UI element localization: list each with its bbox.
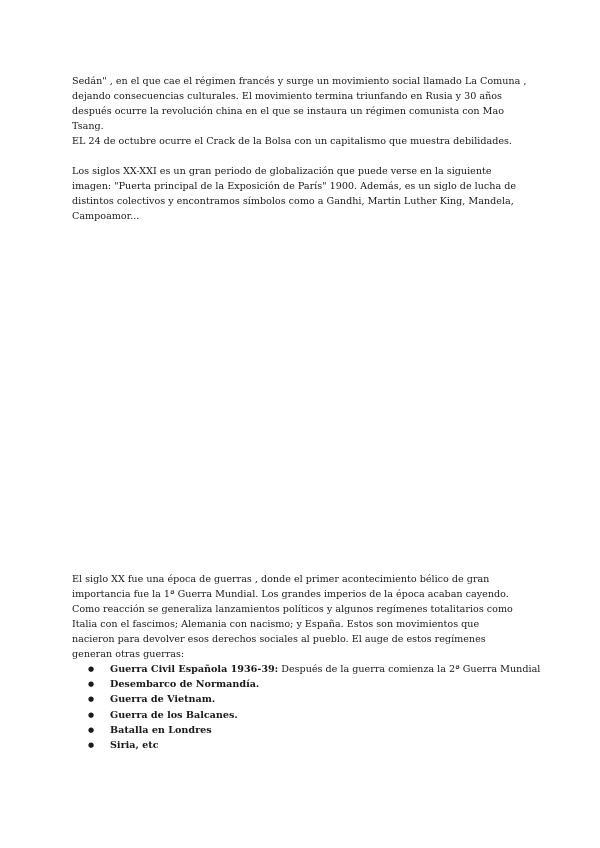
text-line: El siglo XX fue una época de guerras , donde el primer acontecimiento bélico de gran	[72, 574, 490, 585]
text-line: distintos colectivos y encontramos símbolos como a Gandhi, Martin Luther King, Mandela,	[72, 196, 514, 207]
text-line: después ocurre la revolución china en el que se instaura un régimen comunista con Mao	[72, 106, 504, 117]
war-title: Desembarco de Normandía.	[110, 679, 260, 691]
list-item	[72, 662, 540, 677]
war-title: Guerra de los Balcanes.	[110, 709, 238, 721]
list-item	[72, 738, 540, 753]
text-line: nacieron para devolver esos derechos sociales al pueblo. El auge de estos regímenes	[72, 634, 486, 645]
paragraph-comuna-crack	[72, 74, 532, 149]
list-item	[72, 723, 540, 738]
text-line: dejando consecuencias culturales. El movimiento termina triunfando en Rusia y 30 años	[72, 91, 502, 102]
war-title: Guerra de Vietnam.	[110, 694, 216, 706]
war-detail: Después de la guerra comienza la 2ª Guerra Mundial	[278, 664, 541, 675]
text-line: imagen: "Puerta principal de la Exposición de París" 1900. Además, es un siglo de lucha de	[72, 181, 517, 192]
war-title: Batalla en Londres	[110, 724, 212, 736]
war-title: Siria, etc	[110, 740, 159, 752]
list-item	[72, 692, 540, 707]
list-item	[72, 708, 540, 723]
text-line: Como reacción se generaliza lanzamientos políticos y algunos regímenes totalitarios como	[72, 604, 513, 615]
wars-list	[72, 662, 540, 753]
text-line: Campoamor...	[72, 211, 140, 222]
war-title: Guerra Civil Española 1936-39:	[110, 664, 279, 675]
list-item	[72, 677, 540, 692]
text-line: Sedán" , en el que cae el régimen francés y surge un movimiento social llamado La Comuna ,	[72, 76, 527, 87]
text-line: Italia con el fascimos; Alemania con nacismo; y España. Estos son movimientos que	[72, 619, 480, 630]
text-line: Tsang.	[72, 121, 104, 132]
text-line: importancia fue la 1ª Guerra Mundial. Los grandes imperios de la época acaban cayendo.	[72, 589, 509, 600]
paragraph-guerras	[72, 572, 532, 662]
text-line: Los siglos XX-XXI es un gran periodo de globalización que puede verse en la siguiente	[72, 166, 492, 177]
paragraph-globalizacion	[72, 164, 532, 224]
text-line: EL 24 de octubre ocurre el Crack de la Bolsa con un capitalismo que muestra debilidades.	[72, 136, 512, 147]
text-line: generan otras guerras:	[72, 649, 185, 660]
